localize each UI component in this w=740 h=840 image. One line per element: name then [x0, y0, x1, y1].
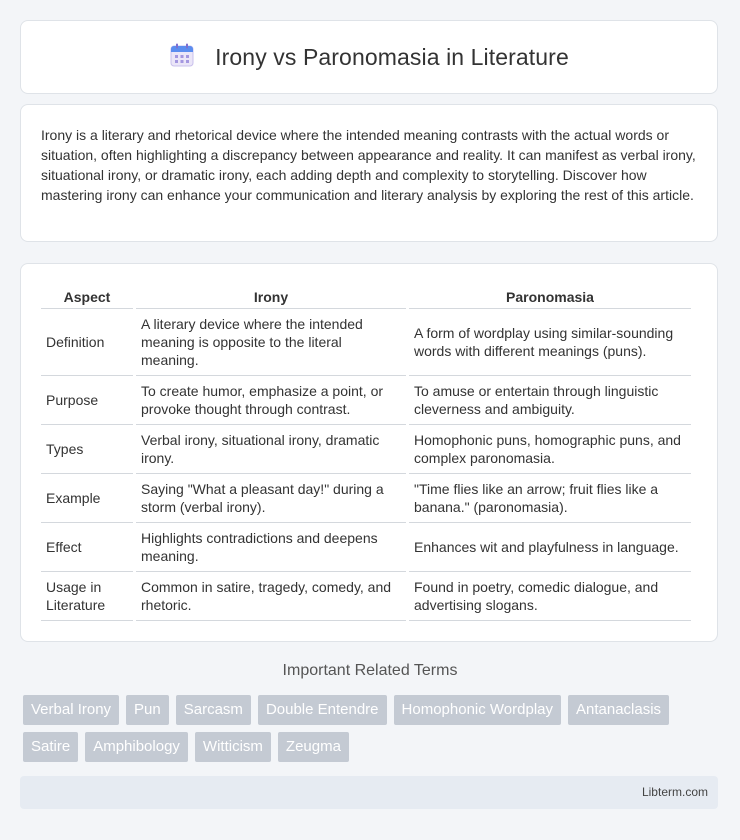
- page-title: Irony vs Paronomasia in Literature: [215, 43, 569, 70]
- row-aspect: Usage in Literature: [41, 572, 133, 621]
- related-tags: [23, 695, 723, 762]
- tag-amphibology[interactable]: Amphibology: [85, 732, 188, 762]
- table-row: [41, 572, 691, 621]
- row-aspect: Types: [41, 425, 133, 474]
- table-row: [41, 523, 691, 572]
- row-paronomasia: "Time flies like an arrow; fruit flies like a banana." (paronomasia).: [409, 474, 691, 523]
- row-aspect: Example: [41, 474, 133, 523]
- row-irony: A literary device where the intended meaning is opposite to the literal meaning.: [136, 309, 406, 376]
- row-aspect: Purpose: [41, 376, 133, 425]
- tag-homophonic-wordplay[interactable]: Homophonic Wordplay: [394, 695, 561, 725]
- tag-antanaclasis[interactable]: Antanaclasis: [568, 695, 669, 725]
- table-row: [41, 425, 691, 474]
- table-header-row: [41, 284, 691, 309]
- tag-witticism[interactable]: Witticism: [195, 732, 271, 762]
- tag-verbal-irony[interactable]: Verbal Irony: [23, 695, 119, 725]
- row-irony: Common in satire, tragedy, comedy, and rhetoric.: [136, 572, 406, 621]
- tag-satire[interactable]: Satire: [23, 732, 78, 762]
- header-irony: Irony: [136, 284, 406, 309]
- row-irony: Verbal irony, situational irony, dramatic irony.: [136, 425, 406, 474]
- header-card: [20, 20, 718, 94]
- row-paronomasia: Found in poetry, comedic dialogue, and advertising slogans.: [409, 572, 691, 621]
- header-aspect: Aspect: [41, 284, 133, 309]
- row-paronomasia: Enhances wit and playfulness in language.: [409, 523, 691, 572]
- table-row: [41, 376, 691, 425]
- title-wrap: [169, 42, 569, 73]
- intro-card: [20, 104, 718, 242]
- comparison-table: [38, 284, 694, 621]
- tag-double-entendre[interactable]: Double Entendre: [258, 695, 387, 725]
- calendar-icon: [169, 42, 195, 73]
- footer-site-link[interactable]: Libterm.com: [641, 785, 708, 799]
- row-paronomasia: Homophonic puns, homographic puns, and complex paronomasia.: [409, 425, 691, 474]
- row-irony: Highlights contradictions and deepens meaning.: [136, 523, 406, 572]
- tag-sarcasm[interactable]: Sarcasm: [176, 695, 251, 725]
- table-row: [41, 309, 691, 376]
- header-paronomasia: Paronomasia: [409, 284, 691, 309]
- row-irony: Saying "What a pleasant day!" during a storm (verbal irony).: [136, 474, 406, 523]
- tag-zeugma[interactable]: Zeugma: [278, 732, 349, 762]
- table-row: [41, 474, 691, 523]
- tag-pun[interactable]: Pun: [126, 695, 169, 725]
- row-paronomasia: To amuse or entertain through linguistic cleverness and ambiguity.: [409, 376, 691, 425]
- intro-text: Irony is a literary and rhetorical device where the intended meaning contrasts with the actual words or situation, often highlighting a discrepancy between appearance and reality. It can manifest as verbal irony, situational irony, or dramatic irony, each adding depth and complexity to storytelling. Discover how mastering irony can enhance your communication and literary analysis by exploring the rest of this article.: [41, 127, 696, 203]
- related-terms-title: Important Related Terms: [282, 662, 458, 679]
- table-card: [20, 263, 718, 642]
- row-aspect: Definition: [41, 309, 133, 376]
- row-aspect: Effect: [41, 523, 133, 572]
- row-irony: To create humor, emphasize a point, or provoke thought through contrast.: [136, 376, 406, 425]
- footer: [20, 776, 718, 809]
- row-paronomasia: A form of wordplay using similar-sounding words with different meanings (puns).: [409, 309, 691, 376]
